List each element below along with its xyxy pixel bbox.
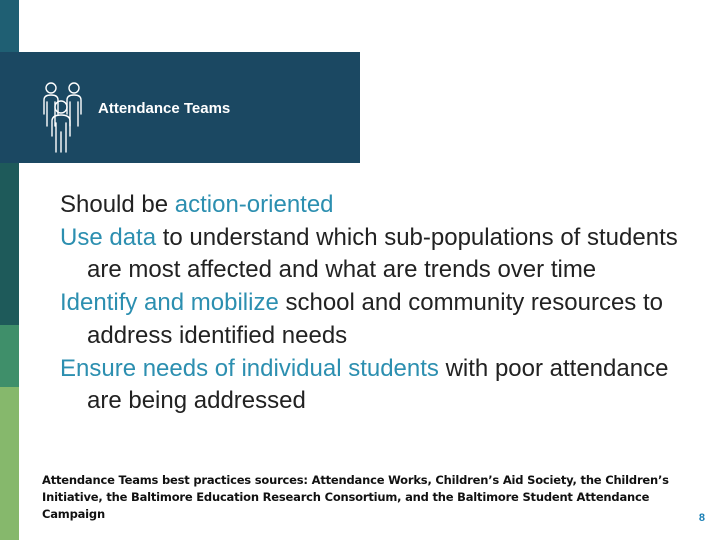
page-number: 8 (698, 512, 705, 524)
strip-segment (0, 325, 19, 387)
strip-segment (0, 387, 19, 540)
bullet-item (60, 353, 700, 418)
bullet-text: school and community resources to address identified needs (87, 289, 663, 349)
bullet-text: to understand which sub-populations of students are most affected and what are trends over time (87, 223, 678, 284)
bullet-item (60, 222, 700, 287)
bullet-text: with poor attendance are being addressed (87, 354, 669, 415)
section-title: Attendance Teams (98, 100, 231, 117)
bullet-highlight: Use data (60, 223, 157, 251)
bullet-item (60, 189, 700, 222)
bullet-list (60, 189, 700, 418)
strip-segment (0, 163, 19, 325)
sources-footnote: Attendance Teams best practices sources: Attendance Works, Children’s Aid Society, the Children’s Initiative, the Baltimore Education Research Consortium, and the Baltimore Student Attendance Campaign (42, 473, 669, 521)
bullet-text: Should be (60, 191, 175, 218)
bullet-highlight: Identify and mobilize (60, 289, 279, 317)
people-icon (40, 80, 86, 154)
bullet-item (60, 287, 700, 352)
bullet-highlight: Ensure needs of individual students (60, 354, 439, 382)
strip-segment (0, 0, 19, 52)
bullet-highlight: action-oriented (174, 191, 334, 218)
